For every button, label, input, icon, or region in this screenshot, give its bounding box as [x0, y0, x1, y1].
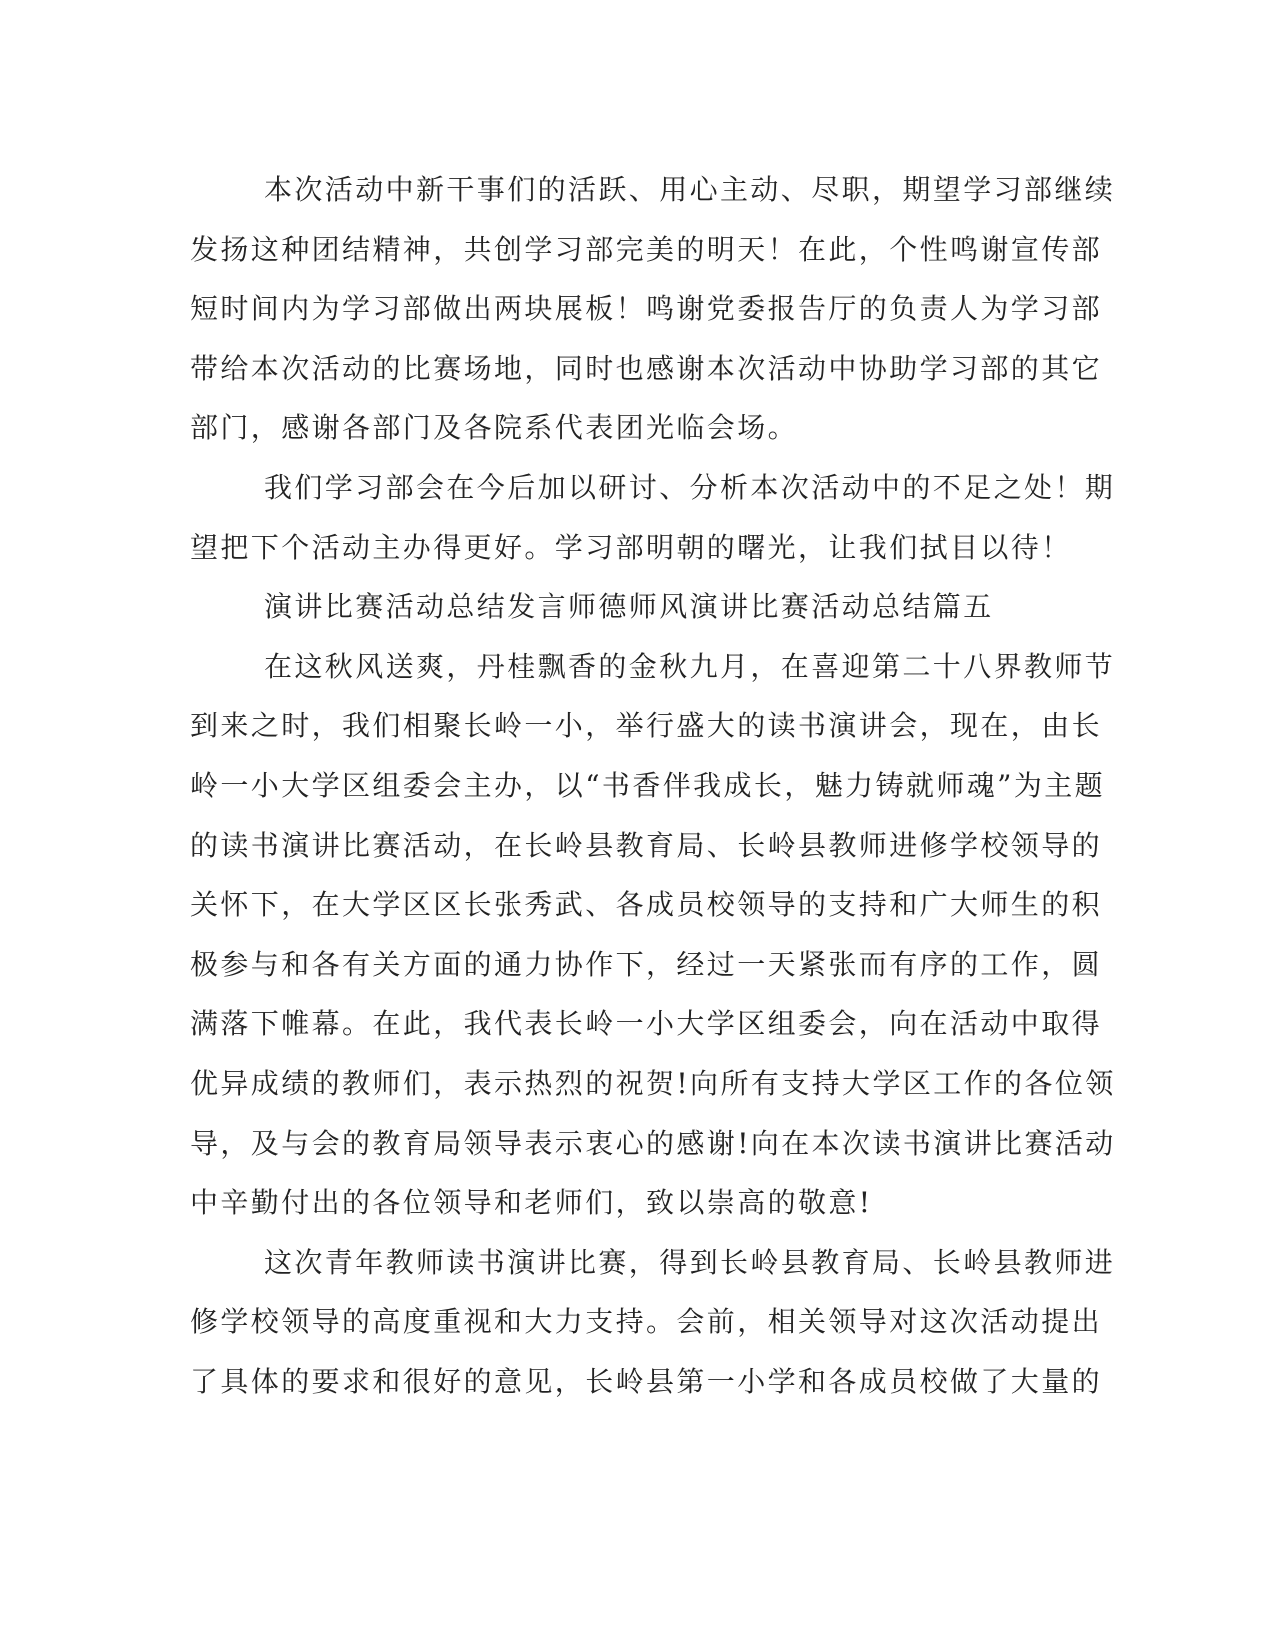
document-body — [190, 160, 1116, 1411]
text-line: 到来之时，我们相聚长岭一小，举行盛大的读书演讲会，现在，由长 — [190, 709, 1103, 743]
text-line: 导，及与会的教育局领导表示衷心的感谢!向在本次读书演讲比赛活动 — [190, 1126, 1116, 1160]
text-line: 在这秋风送爽，丹桂飘香的金秋九月，在喜迎第二十八界教师节 — [264, 649, 1116, 683]
text-line: 我们学习部会在今后加以研讨、分析本次活动中的不足之处！期 — [264, 470, 1116, 504]
text-line: 岭一小大学区组委会主办，以“书香伴我成长，魅力铸就师魂”为主题 — [190, 768, 1106, 802]
text-line: 本次活动中新干事们的活跃、用心主动、尽职，期望学习部继续 — [264, 173, 1116, 206]
text-line: 极参与和各有关方面的通力协作下，经过一天紧张而有序的工作，圆 — [190, 947, 1103, 981]
text-line: 发扬这种团结精神，共创学习部完美的明天！在此，个性鸣谢宣传部 — [190, 232, 1103, 266]
text-line: 满落下帷幕。在此，我代表长岭一小大学区组委会，向在活动中取得 — [190, 1007, 1103, 1041]
text-line: 优异成绩的教师们，表示热烈的祝贺!向所有支持大学区工作的各位领 — [190, 1066, 1116, 1100]
section-heading: 演讲比赛活动总结发言师德师风演讲比赛活动总结篇五 — [264, 590, 994, 624]
text-line: 这次青年教师读书演讲比赛，得到长岭县教育局、长岭县教师进 — [264, 1245, 1116, 1279]
text-line: 部门，感谢各部门及各院系代表团光临会场。 — [190, 411, 799, 445]
text-line: 关怀下，在大学区区长张秀武、各成员校领导的支持和广大师生的积 — [190, 888, 1103, 922]
text-line: 修学校领导的高度重视和大力支持。会前，相关领导对这次活动提出 — [190, 1305, 1103, 1339]
text-line: 望把下个活动主办得更好。学习部明朝的曙光，让我们拭目以待！ — [190, 530, 1072, 564]
text-line: 的读书演讲比赛活动，在长岭县教育局、长岭县教师进修学校领导的 — [190, 828, 1103, 862]
text-line: 短时间内为学习部做出两块展板！鸣谢党委报告厅的负责人为学习部 — [190, 292, 1103, 326]
text-line: 了具体的要求和很好的意见，长岭县第一小学和各成员校做了大量的 — [190, 1364, 1103, 1398]
text-line: 中辛勤付出的各位领导和老师们，致以崇高的敬意! — [190, 1186, 873, 1220]
text-line: 带给本次活动的比赛场地，同时也感谢本次活动中协助学习部的其它 — [190, 351, 1103, 385]
